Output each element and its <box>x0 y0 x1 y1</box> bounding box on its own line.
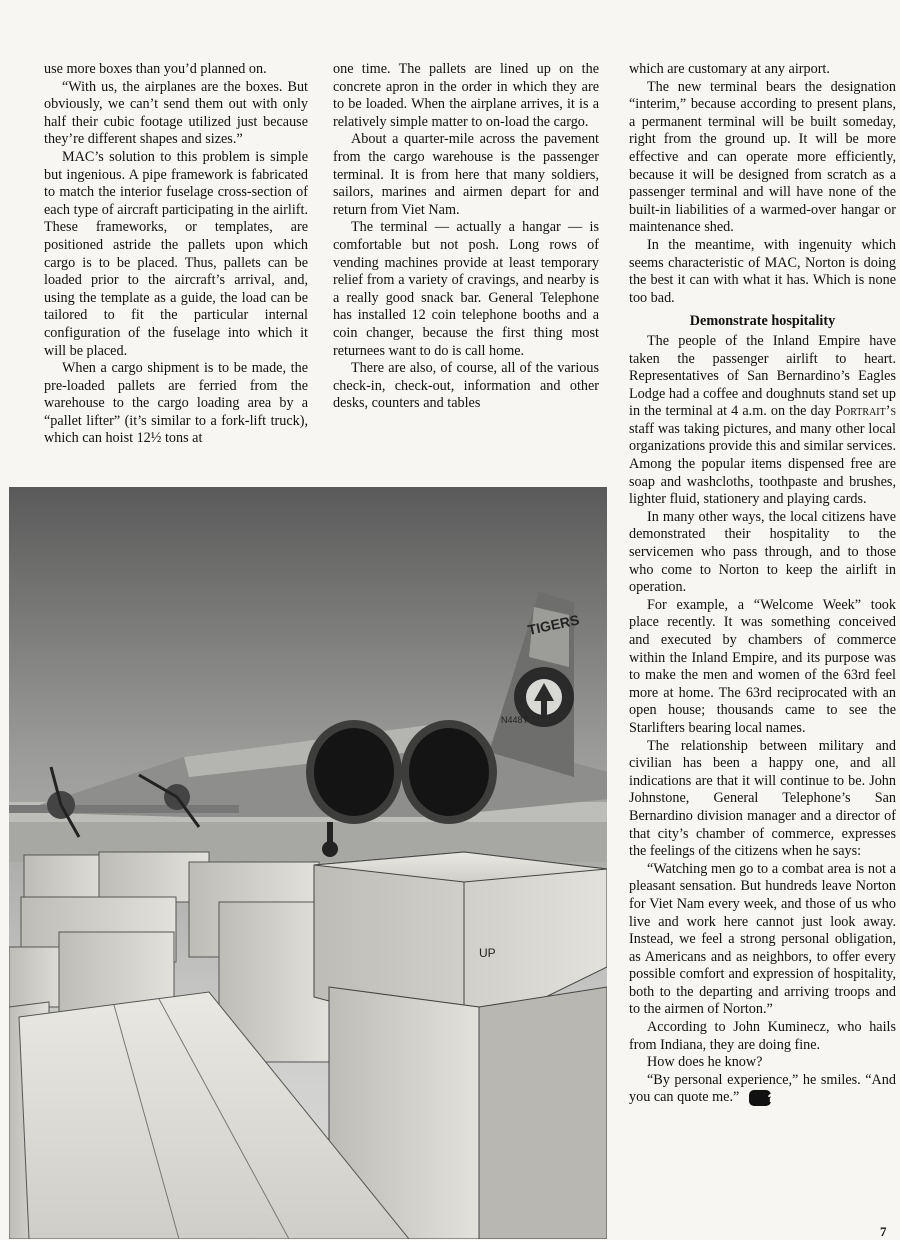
text-column-3 <box>629 61 896 1107</box>
cargo-crates <box>9 852 607 1239</box>
text-column-1 <box>44 61 308 448</box>
paragraph: According to John Kuminecz, who hails from Indiana, they are doing fine. <box>629 1019 896 1053</box>
paragraph: “Watching men go to a combat area is not a pleasant sensation. But hundreds leave Norton for Viet Nam every week, and those of us who live and work here cannot just look away. Instead, we feel a strong personal obligation, as Americans and as neighbors, to offer every possible comfort and expression of hospitality, both to the departing and arriving troops and to the airmen of Norton.” <box>629 860 896 1018</box>
paragraph: The relationship between military and civilian has been a happy one, and all indications are that it will continue to be. John Johnstone, General Telephone’s San Bernardino division manager and a director of that city’s chamber of commerce, expresses the feelings of the citizens when he says: <box>629 737 896 860</box>
paragraph: How does he know? <box>647 1054 763 1071</box>
paragraph: “With us, the airplanes are the boxes. But obviously, we can’t send them out with only half their cubic footage utilized just because they’re different shapes and sizes.” <box>44 78 308 148</box>
airplane-and-crates-illustration <box>9 487 607 1239</box>
paragraph: which are customary at any airport. <box>629 61 830 77</box>
paragraph-text: staff was taking pictures, and many other local organizations provide this and similar services. Among the popular items dispensed free are soap and washcloths, toothpaste and brushes, lighter fluid, stationery and playing cards. <box>629 420 896 508</box>
telephone-icon: ☎ <box>749 1090 771 1106</box>
tail-text: TIGERS <box>526 611 581 638</box>
page-number: 7 <box>880 1224 887 1239</box>
section-heading: Demonstrate hospitality <box>689 313 836 330</box>
text-column-2 <box>333 61 599 413</box>
paragraph: In many other ways, the local citizens have demonstrated their hospitality to the servicemen who pass through, and to those who come to Norton to keep the airlift in operation. <box>629 508 896 596</box>
paragraph: For example, a “Welcome Week” took place recently. It was something conceived and executed by chambers of commerce within the Inland Empire, and its purpose was to make the men and women of the 63rd feel more at home. The 63rd reciprocated with an open house; thousands came to see the Starlifters bearing local names. <box>629 596 896 736</box>
cargo-photo <box>9 487 607 1239</box>
crate-label: UP <box>479 946 496 960</box>
registration-text: N448T <box>501 715 529 725</box>
paragraph: MAC’s solution to this problem is simple but ingenious. A pipe framework is fabricated to match the interior fuselage cross-section of each type of aircraft participating in the airlift. These frameworks, or templates, are positioned astride the pallets upon which cargo is to be placed. Thus, pallets can be loaded prior to the aircraft’s arrival, and, using the template as a guide, the load can be tailored to fit the particular internal configuration of the fuselage into which it will be placed. <box>44 148 308 359</box>
paragraph: one time. The pallets are lined up on the concrete apron in the order in which they are to be loaded. When the airplane arrives, it is a relatively simple matter to on-load the cargo. <box>333 61 599 130</box>
magazine-name: Portrait’s <box>835 403 897 420</box>
paragraph: When a cargo shipment is to be made, the pre-loaded pallets are ferried from the warehouse to the cargo loading area by a “pallet lifter” (it’s similar to a fork-lift truck), which can hoist 12½ tons at <box>44 360 308 447</box>
paragraph-text: “By personal experience,” he smiles. “And you can quote me.” <box>629 1071 896 1106</box>
paragraph: There are also, of course, all of the various check-in, check-out, information and other desks, counters and tables <box>333 360 599 412</box>
paragraph-text: The people of the Inland Empire have taken the passenger airlift to heart. Representatives of San Bernardino’s Eagles Lodge had a coffee and doughnuts stand set up in the terminal at 4 a.m. on the day <box>629 332 896 420</box>
paragraph <box>629 1072 896 1107</box>
paragraph: The new terminal bears the designation “interim,” because according to present plans, a permanent terminal will be built someday, right from the ground up. It will be more effective and can operate more efficiently, because it will be designed from scratch as a passenger terminal and will have none of the built-in liabilities of a warmed-over hangar or maintenance shed. <box>629 78 896 236</box>
paragraph <box>629 333 896 509</box>
paragraph: The terminal — actually a hangar — is comfortable but not posh. Long rows of vending machines provide at least temporary relief from a variety of cravings, and nearby is a really good snack bar. General Telephone has installed 12 coin telephone booths and a coin changer, because the first thing most returnees want to do is call home. <box>333 219 599 359</box>
paragraph: use more boxes than you’d planned on. <box>44 61 267 77</box>
paragraph: In the meantime, with ingenuity which seems characteristic of MAC, Norton is doing the best it can with what it has. Which is none too bad. <box>629 236 896 306</box>
paragraph: About a quarter-mile across the pavement from the cargo warehouse is the passenger terminal. It is from here that many soldiers, sailors, marines and airmen depart for and return from Viet Nam. <box>333 131 599 218</box>
